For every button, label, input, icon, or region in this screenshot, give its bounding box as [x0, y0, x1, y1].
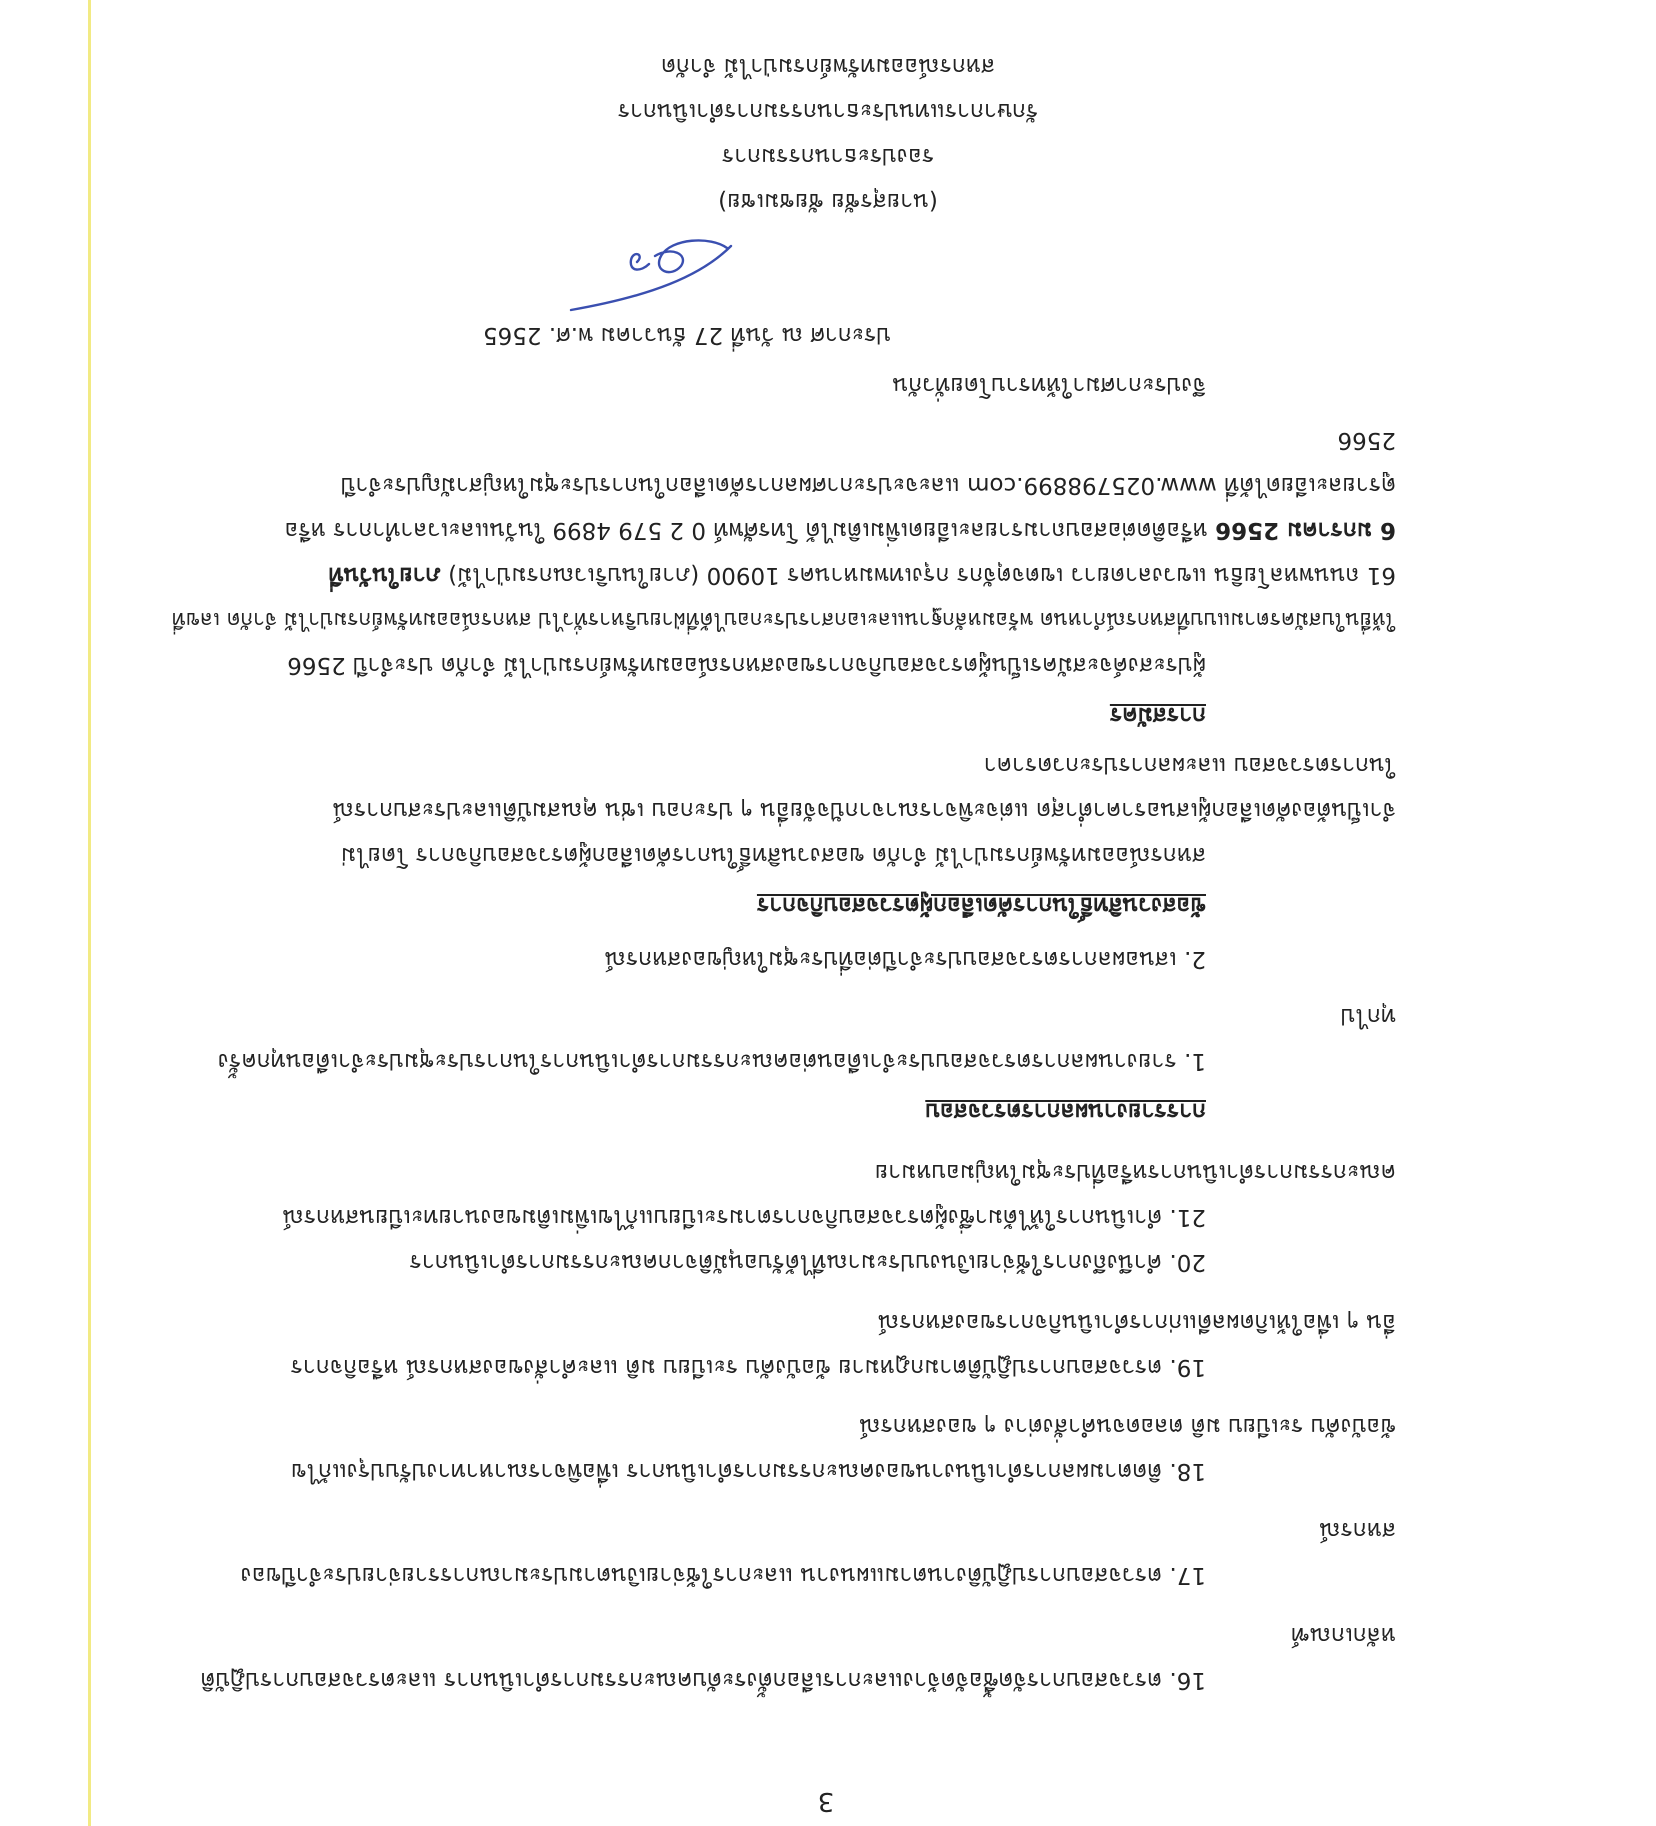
section-heading: การสมัคร — [1109, 702, 1206, 728]
signatory-role: รักษาการแทนประธานกรรมการดำเนินการ — [617, 98, 1039, 124]
text-line: 18. ติดตามผลการดำเนินงานของคณะกรรมการดำเนินการ เพื่อพิจารณาหาทางปรับปรุงแก้ไข — [290, 1458, 1206, 1484]
text-line: 21. ดำเนินการให้ได้มาซึ่งผู้ตรวจสอบกิจการตามระเบียบแก้ไขเพิ่มเติมของนายทะเบียนสหกรณ์ — [282, 1204, 1206, 1230]
text-line — [328, 560, 1396, 590]
text-line: จึงประกาศมาให้ทราบโดยทั่วกัน — [892, 372, 1206, 398]
section-heading: ข้อสงวนสิทธิ์ในการคัดเลือกผู้ตรวจสอบกิจการ — [756, 892, 1206, 918]
signatory-organization: สหกรณ์ออมทรัพย์กรมป่าไม้ จำกัด — [661, 53, 996, 79]
text-line: ให้ยื่นใบสมัครตามแบบที่สหกรณ์กำหนด พร้อมหลักฐานและเอกสารประกอบได้ที่ฝ่ายบริหารทั่วไป สหกรณ์ออมทรัพย์กรมป่าไม้ จำกัด เลขที่ — [171, 608, 1396, 632]
text-line — [285, 515, 1397, 545]
signature-image — [561, 226, 741, 316]
text-line: ทุกไป — [1340, 1003, 1396, 1029]
text-line: 2566 — [1337, 427, 1396, 453]
text-line: 1. รายงานผลการตรวจสอบประจำเดือนต่อคณะกรรมการดำเนินการในการประชุมประจำเดือนทุกครั้ง — [217, 1048, 1206, 1074]
text-line: ดูรายละเอียดได้ที่ www.025798899.com และจะประกาศผลการคัดเลือกในการประชุมใหญ่สามัญประจำปี — [340, 472, 1396, 498]
page-number: 3 — [817, 1786, 835, 1816]
text-line: 16. ตรวจสอบการจัดซื้อจัดจ้างและการเลือกตั้งระดับคณะกรรมการดำเนินการ และตรวจสอบการปฏิบัติ — [200, 1667, 1206, 1693]
text-line: 17. ตรวจสอบการปฏิบัติงานตามแผนงาน และการใช้จ่ายเงินตามประมาณการรายจ่ายประจำปีของ — [240, 1562, 1206, 1588]
text-line: ผู้ประสงค์จะสมัครเป็นผู้ตรวจสอบกิจการของสหกรณ์ออมทรัพย์กรมป่าไม้ จำกัด ประจำปี 2566 — [287, 652, 1206, 678]
announcement-date: ประกาศ ณ วันที่ 27 ธันวาคม พ.ศ. 2565 — [482, 322, 891, 348]
text-line: สหกรณ์ — [1319, 1517, 1396, 1543]
text-line: จำเป็นต้องคัดเลือกผู้เสนอราคาต่ำสุด แต่จะพิจารณาจากปัจจัยอื่น ๆ ประกอบ เช่น คุณสมบัติและประสบการณ์ — [332, 797, 1396, 823]
text-line: 2. เสนอผลการตรวจสอบประจำปีต่อที่ประชุมใหญ่ของสหกรณ์ — [604, 946, 1206, 972]
text-line: ในการตรวจสอบ และผลการประกวดราคา — [983, 752, 1396, 778]
text-line: 19. ตรวจสอบการปฏิบัติตามกฎหมาย ข้อบังคับ ระเบียบ มติ และคำสั่งของสหกรณ์ หรือกิจการ — [290, 1354, 1206, 1380]
page-edge-line — [88, 0, 91, 1826]
signatory-title: รองประธานกรรมการ — [721, 143, 935, 169]
signatory-name: (นายสุรชัย ชัยชมเชย) — [718, 188, 938, 214]
text-line: สหกรณ์ออมทรัพย์กรมป่าไม้ จำกัด ขอสงวนสิทธิ์ในการคัดเลือกผู้ตรวจสอบกิจการ โดยไม่ — [340, 842, 1206, 868]
text-line: อื่น ๆ เพื่อให้เกิดผลดีแก่การดำเนินกิจการของสหกรณ์ — [877, 1309, 1396, 1335]
text-span: หรือติดต่อสอบถามรายละเอียดเพิ่มเติมได้ โทรศัพท์ 0 2 579 4899 ในวันและเวลาทำการ หรือ — [284, 517, 1208, 543]
text-span: 61 ถนนพหลโยธิน แขวงลาดยาว เขตจตุจักร กรุงเทพมหานคร 10900 (ภายในบริเวณกรมป่าไม้) — [448, 562, 1396, 588]
text-line: คณะกรรมการดำเนินการหรือที่ประชุมใหญ่มอบหมาย — [874, 1159, 1396, 1185]
text-line: 20. คำนึงถึงการใช้จ่ายเงินงบประมาณที่ได้รับอนุมัติจากคณะกรรมการดำเนินการ — [409, 1249, 1206, 1275]
text-span-bold: 6 มกราคม 2566 — [1215, 517, 1396, 543]
text-line: หลักเกณฑ์ — [1290, 1622, 1396, 1648]
text-span-bold: ภายในวันที่ — [328, 562, 441, 588]
text-line: ข้อบังคับ ระเบียบ มติ ตลอดจนคำสั่งต่าง ๆ ของสหกรณ์ — [859, 1413, 1396, 1439]
section-heading: การรายงานผลการตรวจสอบ — [925, 1098, 1206, 1124]
